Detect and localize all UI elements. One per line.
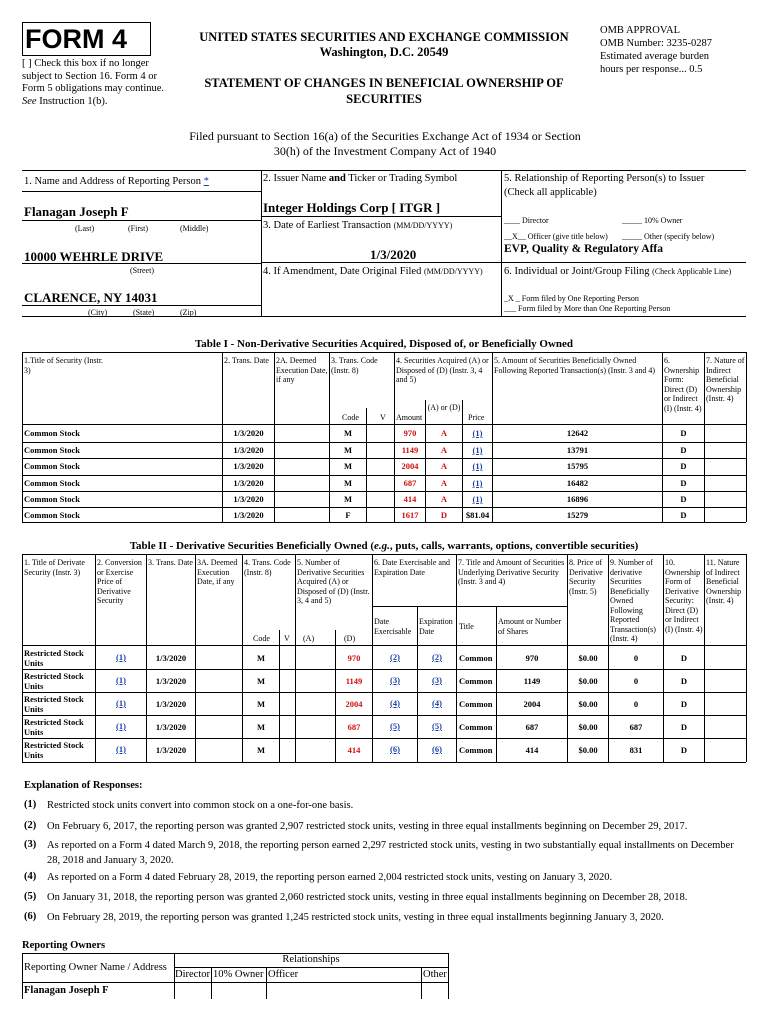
t2-row-owned: 0 (633, 676, 639, 686)
table2-title: Table II - Derivative Securities Beneficially Owned (e.g., puts, calls, warrants, options, convertible securities) (129, 540, 639, 552)
box5-label: 5. Relationship of Reporting Person(s) to Issuer (504, 173, 705, 184)
t2-row-title: Restricted Stock Units (24, 671, 84, 691)
t2-row-form: D (680, 745, 688, 755)
box6-label: 6. Individual or Joint/Group Filing (Check Applicable Line) (504, 266, 732, 277)
t1-sub-ad: (A) or (D) (427, 403, 461, 412)
last-label: (Last) (75, 224, 95, 233)
form-title-box (22, 22, 151, 56)
t1-row-title: Common Stock (24, 494, 80, 504)
t1-row-owned: 15795 (566, 461, 589, 471)
t2-sub-v: V (284, 634, 290, 643)
statement-title: STATEMENT OF CHANGES IN BENEFICIAL OWNERSHIP OF SECURITIES (204, 76, 564, 106)
t2-row-date: 1/3/2020 (155, 722, 187, 732)
form-title: FORM 4 (25, 24, 128, 54)
t1-row-date: 1/3/2020 (233, 510, 264, 520)
t1-row-code: M (343, 478, 353, 488)
t2-h3a: 3A. Deemed Execution Date, if any (197, 558, 238, 586)
t1-row-ad: A (440, 494, 448, 504)
t1-h-deemed: 2A. Deemed Execution Date, if any (276, 356, 328, 384)
t2-sub-a: (A) (303, 634, 315, 643)
t1-row-code: M (343, 445, 353, 455)
t1-row-price[interactable]: (1) (472, 428, 483, 438)
t2-row-disposed: 687 (347, 722, 361, 732)
t2-row-owned: 0 (633, 653, 639, 663)
footnote-text: On February 28, 2019, the reporting person was granted 1,245 restricted stock units, vesting in three equal installments beginning January 3, 2020. (47, 912, 664, 923)
t2-row-date: 1/3/2020 (155, 745, 187, 755)
t2-row-date: 1/3/2020 (155, 676, 187, 686)
t2-row-date: 1/3/2020 (155, 653, 187, 663)
t2-h7: 7. Title and Amount of Securities Underlying Derivative Security (Instr. 3 and 4) (458, 558, 565, 586)
t2-row-conversion-link[interactable]: (1) (116, 675, 126, 685)
ten-percent-owner-checkbox[interactable]: _____ 10% Owner (622, 216, 683, 225)
omb-approval: OMB APPROVAL (600, 25, 681, 36)
t1-row-amount: 1149 (401, 445, 419, 455)
t1-row-price[interactable]: (1) (472, 445, 483, 455)
t2-row-disposed: 2004 (345, 699, 363, 709)
t1-row-owned: 13791 (566, 445, 589, 455)
t1-row-title: Common Stock (24, 478, 80, 488)
t2-row-conversion-link[interactable]: (1) (116, 721, 126, 731)
t1-row-ad: A (440, 461, 448, 471)
zip-label: (Zip) (180, 308, 197, 317)
t1-row-owned: 12642 (566, 428, 589, 438)
t2-row-date: 1/3/2020 (155, 699, 187, 709)
footnote-number: (6) (24, 911, 37, 922)
footnote-number: (4) (24, 871, 37, 882)
t2-row-conversion-link[interactable]: (1) (116, 698, 126, 708)
t2-row-price: $0.00 (578, 745, 598, 755)
t2-row-price: $0.00 (578, 722, 598, 732)
t1-row-price[interactable]: (1) (472, 494, 483, 504)
table1-title: Table I - Non-Derivative Securities Acquired, Disposed of, or Beneficially Owned (194, 338, 574, 350)
t2-sub-d: (D) (344, 634, 356, 643)
t2-sub-title: Title (459, 622, 474, 631)
footnote-text: On February 6, 2017, the reporting person was granted 2,907 restricted stock units, vesting in three equal installments beginning on December 29, 2017. (47, 821, 688, 832)
other-checkbox[interactable]: _____ Other (specify below) (622, 232, 715, 241)
t1-h-title: 1.Title of Security (Instr. 3) (24, 356, 104, 375)
footnote-number: (5) (24, 891, 37, 902)
t1-row-date: 1/3/2020 (233, 445, 264, 455)
footnote-text: On January 31, 2018, the reporting person was granted 2,060 restricted stock units, vesting in three equal installments beginning on December 28, 2018. (47, 892, 688, 903)
t1-row-amount: 687 (403, 478, 417, 488)
t2-row-price: $0.00 (578, 699, 598, 709)
footnote-text: Restricted stock units convert into common stock on a one-for-one basis. (47, 800, 354, 811)
one-reporting-person-checkbox[interactable]: _X _ Form filed by One Reporting Person (504, 294, 639, 303)
reporting-person-name: Flanagan Joseph F (24, 204, 129, 219)
t2-row-underlying-number: 970 (525, 653, 539, 663)
explanation-title: Explanation of Responses: (24, 780, 143, 791)
t2-h11: 11. Nature of Indirect Beneficial Ownership (Instr. 4) (706, 558, 742, 605)
t2-row-underlying-title: Common (459, 699, 493, 709)
earliest-transaction-date: 1/3/2020 (370, 247, 417, 262)
footnote-text: As reported on a Form 4 dated February 28, 2019, the reporting person earned 2,004 restricted stock units, vesting on January 3, 2020. (47, 872, 613, 883)
t1-h-nature: 7. Nature of Indirect Beneficial Ownership (Instr. 4) (706, 356, 745, 403)
t1-row-ad: A (440, 445, 448, 455)
t2-row-underlying-number: 687 (525, 722, 539, 732)
t2-row-exercisable-link[interactable]: (4) (390, 698, 400, 708)
t2-row-exercisable-link[interactable]: (5) (390, 721, 400, 731)
footnote-number: (3) (24, 839, 37, 850)
t2-row-form: D (680, 699, 688, 709)
t2-h10: 10. Ownership Form of Derivative Security: Direct (D) or Indirect (I) (Instr. 4) (665, 558, 703, 634)
t1-row-title: Common Stock (24, 428, 80, 438)
t1-h-code: 3. Trans. Code (Instr. 8) (331, 356, 378, 375)
t2-row-title: Restricted Stock Units (24, 740, 84, 760)
t1-row-date: 1/3/2020 (233, 478, 264, 488)
t1-row-price[interactable]: (1) (472, 461, 483, 471)
t1-row-title: Common Stock (24, 461, 80, 471)
t2-row-owned: 687 (629, 722, 643, 732)
filed-pursuant: Filed pursuant to Section 16(a) of the Securities Exchange Act of 1934 or Section 30(h) of the Investment Company Act of 1940 (189, 129, 581, 158)
t2-row-underlying-title: Common (459, 745, 493, 755)
t1-row-owned: 15279 (566, 510, 589, 520)
city-label: (City) (88, 308, 108, 317)
owners-relationships: Relationships (282, 954, 340, 965)
t1-h-ownership-form: 6. Ownership Form: Direct (D) or Indirect (I) (Instr. 4) (664, 356, 702, 413)
agency-name: UNITED STATES SECURITIES AND EXCHANGE COMMISSION (199, 30, 569, 44)
t1-sub-price: Price (468, 413, 485, 422)
t2-row-code: M (256, 676, 266, 686)
t1-row-amount: 1617 (401, 510, 419, 520)
owners-col-officer: Officer (268, 969, 299, 980)
t1-row-code: M (343, 461, 353, 471)
t2-h2: 2. Conversion or Exercise Price of Derivative Security (97, 558, 142, 605)
box2-label: 2. Issuer Name and Ticker or Trading Symbol (263, 173, 458, 184)
t1-h-amount-owned: 5. Amount of Securities Beneficially Owned Following Reported Transaction(s) (Instr. 3 and 4) (494, 356, 656, 375)
t2-h5: 5. Number of Derivative Securities Acquired (A) or Disposed of (D) (Instr. 3, 4 and 5) (297, 558, 370, 605)
first-label: (First) (128, 224, 148, 233)
t2-row-expiration-link[interactable]: (6) (432, 744, 442, 754)
owners-col-ten: 10% Owner (213, 969, 264, 980)
t2-h3: 3. Trans. Date (148, 558, 193, 567)
t1-h-acquired: 4. Securities Acquired (A) or Disposed of (D) (Instr. 3, 4 and 5) (396, 356, 489, 384)
reporting-person-street: 10000 WEHRLE DRIVE (24, 249, 164, 264)
t2-h8: 8. Price of Derivative Security (Instr. 5) (569, 558, 603, 596)
t1-row-amount: 414 (403, 494, 417, 504)
t2-row-expiration-link[interactable]: (3) (432, 675, 442, 685)
officer-checkbox[interactable]: __X__ Officer (give title below) (504, 232, 608, 241)
street-label: (Street) (130, 266, 154, 275)
t2-row-underlying-title: Common (459, 676, 493, 686)
t1-row-ad: D (440, 510, 448, 520)
footnote-asterisk-link[interactable]: * (203, 176, 209, 187)
no-longer-subject-checkbox[interactable]: [ ] Check this box if no longer subject to Section 16. Form 4 or Form 5 obligations may continue. See Instruction 1(b). (22, 58, 165, 107)
t1-row-form: D (680, 494, 687, 504)
t2-row-title: Restricted Stock Units (24, 648, 84, 668)
t2-row-form: D (680, 653, 688, 663)
footnote-text: As reported on a Form 4 dated March 9, 2018, the reporting person earned 2,297 restricted stock units, vesting in two substantially equal installments on December 28, 2018 and January 3, 2020. (47, 840, 734, 866)
t1-h-date: 2. Trans. Date (224, 356, 269, 365)
t1-sub-code: Code (342, 413, 359, 422)
t2-row-code: M (256, 722, 266, 732)
owners-col-other: Other (423, 969, 447, 980)
t1-row-code: M (343, 428, 353, 438)
t2-sub-expiration: Expiration Date (419, 617, 453, 636)
t2-row-exercisable-link[interactable]: (3) (390, 675, 400, 685)
omb-burden: Estimated average burden hours per response... 0.5 (600, 51, 710, 75)
t1-row-amount: 2004 (401, 461, 419, 471)
t1-row-form: D (680, 445, 687, 455)
t1-row-price: $81.04 (465, 510, 490, 520)
issuer-name: Integer Holdings Corp [ ITGR ] (263, 200, 441, 215)
t1-row-form: D (680, 461, 687, 471)
t2-h1: 1. Title of Derivate Security (Instr. 3) (24, 558, 85, 577)
t1-row-ad: A (440, 428, 448, 438)
t2-row-code: M (256, 653, 266, 663)
t2-row-expiration-link[interactable]: (5) (432, 721, 442, 731)
t2-row-underlying-title: Common (459, 653, 493, 663)
t1-sub-v: V (380, 413, 386, 422)
box5-sublabel: (Check all applicable) (504, 187, 597, 198)
t2-row-form: D (680, 722, 688, 732)
t1-row-title: Common Stock (24, 445, 80, 455)
t2-row-expiration-link[interactable]: (4) (432, 698, 442, 708)
state-label: (State) (133, 308, 155, 317)
t2-row-owned: 0 (633, 699, 639, 709)
t1-row-price[interactable]: (1) (472, 478, 483, 488)
t1-row-amount: 970 (403, 428, 417, 438)
t2-sub-number: Amount or Number of Shares (498, 617, 562, 636)
t2-row-title: Restricted Stock Units (24, 694, 84, 714)
t1-row-date: 1/3/2020 (233, 428, 264, 438)
t1-row-form: D (680, 510, 687, 520)
agency-location: Washington, D.C. 20549 (319, 45, 449, 59)
director-checkbox[interactable]: ____ Director (504, 216, 549, 225)
box3-label: 3. Date of Earliest Transaction (MM/DD/YYYY) (263, 220, 453, 231)
reporting-person-city-state: CLARENCE, NY 14031 (24, 290, 158, 305)
t2-sub-exercisable: Date Exercisable (374, 617, 412, 636)
t2-row-code: M (256, 699, 266, 709)
t2-h4: 4. Trans. Code (Instr. 8) (244, 558, 291, 577)
t2-row-exercisable-link[interactable]: (6) (390, 744, 400, 754)
owners-col-name: Reporting Owner Name / Address (24, 962, 167, 973)
footnote-number: (2) (24, 820, 37, 831)
t2-row-owned: 831 (629, 745, 643, 755)
t2-row-underlying-number: 414 (525, 745, 539, 755)
t2-row-disposed: 970 (347, 653, 361, 663)
t2-row-conversion-link[interactable]: (1) (116, 652, 126, 662)
t2-row-underlying-number: 1149 (523, 676, 541, 686)
t1-row-code: M (343, 494, 353, 504)
t2-h9: 9. Number of derivative Securities Beneficially Owned Following Reported Transaction(s) (Instr. 4) (610, 558, 656, 643)
t1-row-owned: 16896 (566, 494, 589, 504)
t2-row-expiration-link[interactable]: (2) (432, 652, 442, 662)
t2-row-conversion-link[interactable]: (1) (116, 744, 126, 754)
t1-row-title: Common Stock (24, 510, 80, 520)
t1-row-code: F (345, 510, 351, 520)
t2-row-price: $0.00 (578, 653, 598, 663)
t1-row-form: D (680, 428, 687, 438)
t1-row-ad: A (440, 478, 448, 488)
reporting-owners-title: Reporting Owners (22, 940, 106, 951)
t2-row-disposed: 1149 (345, 676, 363, 686)
t2-row-underlying-number: 2004 (523, 699, 541, 709)
t2-row-form: D (680, 676, 688, 686)
t1-row-form: D (680, 478, 687, 488)
box4-label: 4. If Amendment, Date Original Filed (MM/DD/YYYY) (263, 266, 483, 277)
t2-h6: 6. Date Exercisable and Expiration Date (374, 558, 450, 577)
owners-col-director: Director (175, 969, 210, 980)
omb-number: OMB Number: 3235-0287 (600, 38, 712, 49)
middle-label: (Middle) (180, 224, 209, 233)
t1-row-date: 1/3/2020 (233, 461, 264, 471)
t2-row-disposed: 414 (347, 745, 361, 755)
t1-row-owned: 16482 (566, 478, 589, 488)
t2-row-price: $0.00 (578, 676, 598, 686)
t2-row-title: Restricted Stock Units (24, 717, 84, 737)
t2-row-exercisable-link[interactable]: (2) (390, 652, 400, 662)
t1-sub-amount: Amount (396, 413, 423, 422)
multiple-reporting-persons-checkbox[interactable]: ___ Form filed by More than One Reporting Person (504, 304, 671, 313)
officer-title: EVP, Quality & Regulatory Affa (504, 243, 663, 255)
footnote-number: (1) (24, 799, 37, 810)
t1-row-date: 1/3/2020 (233, 494, 264, 504)
t2-row-code: M (256, 745, 266, 755)
t2-row-underlying-title: Common (459, 722, 493, 732)
owner-name: Flanagan Joseph F (24, 985, 109, 996)
t2-sub-code: Code (253, 634, 270, 643)
box1-label: 1. Name and Address of Reporting Person * (24, 176, 209, 187)
